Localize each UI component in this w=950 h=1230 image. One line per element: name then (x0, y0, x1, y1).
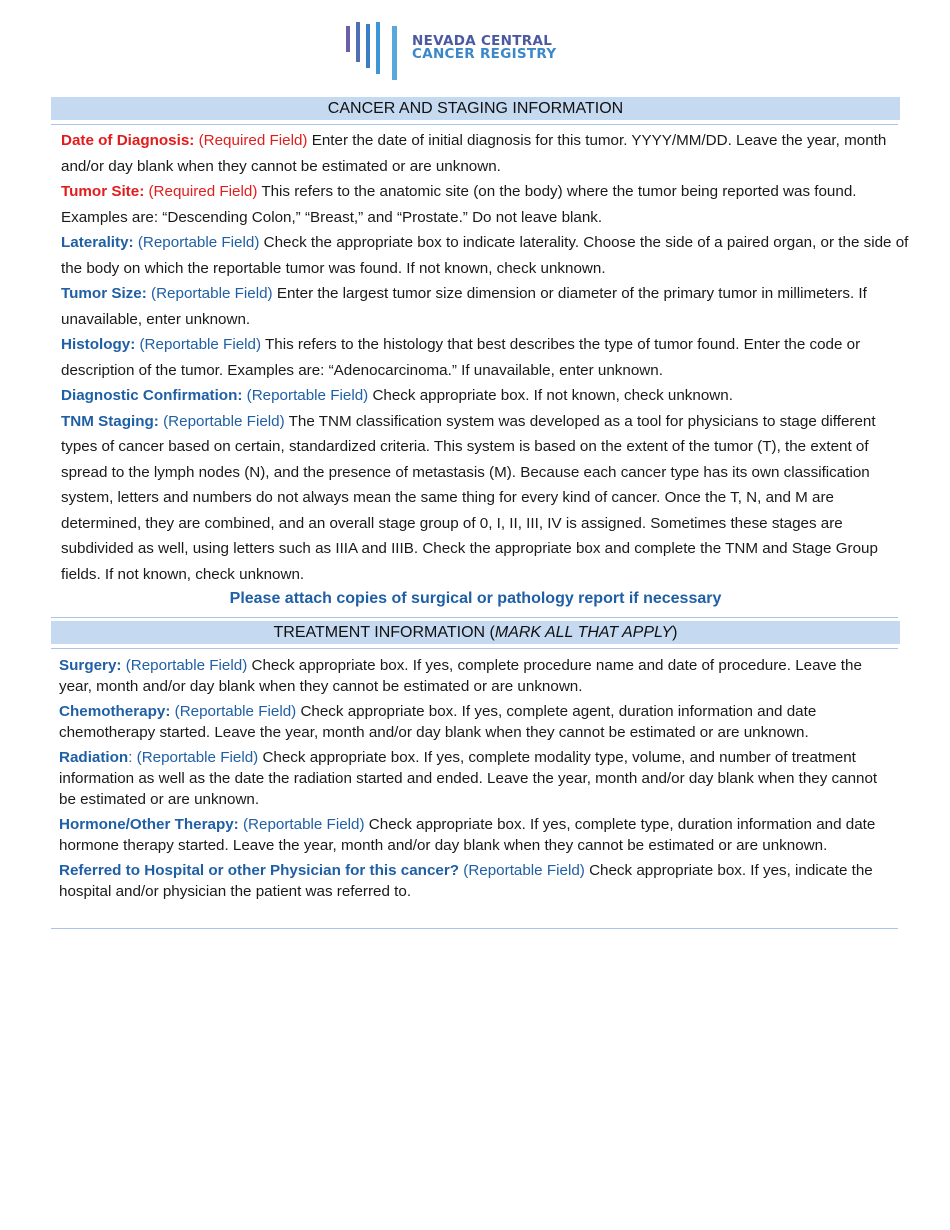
field-label: Hormone/Other Therapy: (59, 816, 239, 833)
field-description: This refers to the histology that best describes the type of tumor found. Enter the code or description of the tumor. Examples are: “Adenocarcinoma.” If unavailable, enter unknown. (61, 336, 861, 379)
section-header-cancer-staging: CANCER AND STAGING INFORMATION (51, 97, 900, 120)
field-tag: : (Reportable Field) (128, 749, 259, 766)
field-laterality (61, 230, 911, 281)
divider (51, 617, 898, 618)
field-description: This refers to the anatomic site (on the body) where the tumor being reported was found. Examples are: “Descending Colon,” “Breast,” and “Prostate.” Do not leave blank. (61, 183, 857, 226)
field-tag: (Reportable Field) (463, 862, 585, 879)
field-tag: (Reportable Field) (246, 387, 369, 404)
field-description: Check appropriate box. If yes, complete agent, duration information and date chemotherapy started. Leave the year, month and/or day blank when they cannot be estimated or are unknown. (59, 703, 817, 741)
logo-bars-icon (344, 20, 402, 82)
section-header-treatment (51, 621, 900, 644)
attach-report-note: Please attach copies of surgical or pathology report if necessary (229, 590, 722, 607)
field-referral (59, 860, 894, 902)
divider (51, 124, 898, 125)
field-tag: (Reportable Field) (125, 657, 248, 674)
field-tag: (Reportable Field) (242, 816, 365, 833)
field-tag: (Reportable Field) (151, 285, 273, 302)
field-description: Enter the largest tumor size dimension or diameter of the primary tumor in millimeters. If unavailable, enter unknown. (61, 285, 867, 328)
field-histology (61, 332, 911, 383)
field-date-of-diagnosis (61, 128, 911, 179)
field-hormone-therapy (59, 814, 894, 856)
field-label: Histology: (61, 336, 136, 353)
field-tag: (Required Field) (148, 183, 258, 200)
divider (51, 928, 898, 929)
section-title-emphasis: MARK ALL THAT APPLY (494, 624, 673, 641)
field-chemotherapy (59, 701, 894, 743)
field-tumor-size (61, 281, 911, 332)
field-description: The TNM classification system was developed as a tool for physicians to stage different types of cancer based on certain, standardized criteria. This system is based on the extent of the tumor (T), the extent of spread to the lymph nodes (N), and the presence of metastasis (M). Because each cancer type has its own classification system, letters and numbers do not always mean the same thing for every kind of cancer. Once the T, N, and M are determined, they are combined, and an overall stage group of 0, I, II, III, IV is assigned. Sometimes these stages are subdivided as well, using letters such as IIIA and IIIB. Check the appropriate box and complete the TNM and Stage Group fields. If not known, check unknown. (61, 412, 878, 583)
field-tag: (Reportable Field) (137, 234, 260, 251)
field-description: Check appropriate box. If yes, complete procedure name and date of procedure. Leave the year, month and/or day blank when they cannot be estimated or are unknown. (59, 657, 862, 695)
field-tumor-site (61, 179, 911, 230)
field-tag: (Reportable Field) (174, 703, 297, 720)
section-title: TREATMENT INFORMATION ( (273, 624, 495, 641)
field-diagnostic-confirmation (61, 383, 911, 409)
field-label: Date of Diagnosis: (61, 132, 195, 149)
field-tnm-staging (61, 409, 911, 588)
field-label: Diagnostic Confirmation: (61, 387, 243, 404)
field-radiation (59, 747, 894, 810)
field-tag: (Required Field) (198, 132, 308, 149)
nccr-logo (344, 20, 614, 82)
treatment-section (59, 655, 894, 906)
field-tag: (Reportable Field) (163, 412, 285, 430)
cancer-staging-section (61, 128, 911, 587)
logo-line-1: NEVADA CENTRAL (412, 33, 553, 49)
field-label: Chemotherapy: (59, 703, 171, 720)
divider (51, 648, 898, 649)
field-label: Tumor Site: (61, 183, 145, 200)
field-description: Enter the date of initial diagnosis for this tumor. YYYY/MM/DD. Leave the year, month and/or day blank when they cannot be estimated or are unknown. (61, 132, 887, 175)
field-label: Referred to Hospital or other Physician for this cancer? (59, 862, 460, 879)
field-label: TNM Staging: (61, 412, 159, 430)
field-label: Laterality: (61, 234, 134, 251)
logo-text (412, 35, 556, 61)
field-label: Radiation (59, 749, 129, 766)
field-description: Check appropriate box. If not known, check unknown. (372, 387, 733, 404)
field-description: Check appropriate box. If yes, complete modality type, volume, and number of treatment information as well as the date the radiation started and ended. Leave the year, month and/or day blank when they cannot be estimated or are unknown. (59, 749, 878, 808)
field-description: Check appropriate box. If yes, complete type, duration information and date hormone therapy started. Leave the year, month and/or day blank when they cannot be estimated or are unknown. (59, 816, 876, 854)
field-description: Check appropriate box. If yes, indicate the hospital and/or physician the patient was referred to. (59, 862, 873, 900)
field-label: Tumor Size: (61, 285, 147, 302)
field-description: Check the appropriate box to indicate laterality. Choose the side of a paired organ, or the side of the body on which the reportable tumor was found. If not known, check unknown. (61, 234, 909, 277)
logo-line-2: CANCER REGISTRY (412, 46, 557, 62)
field-label: Surgery: (59, 657, 122, 674)
field-tag: (Reportable Field) (139, 336, 262, 353)
section-title-end: ) (672, 624, 678, 641)
field-surgery (59, 655, 894, 697)
